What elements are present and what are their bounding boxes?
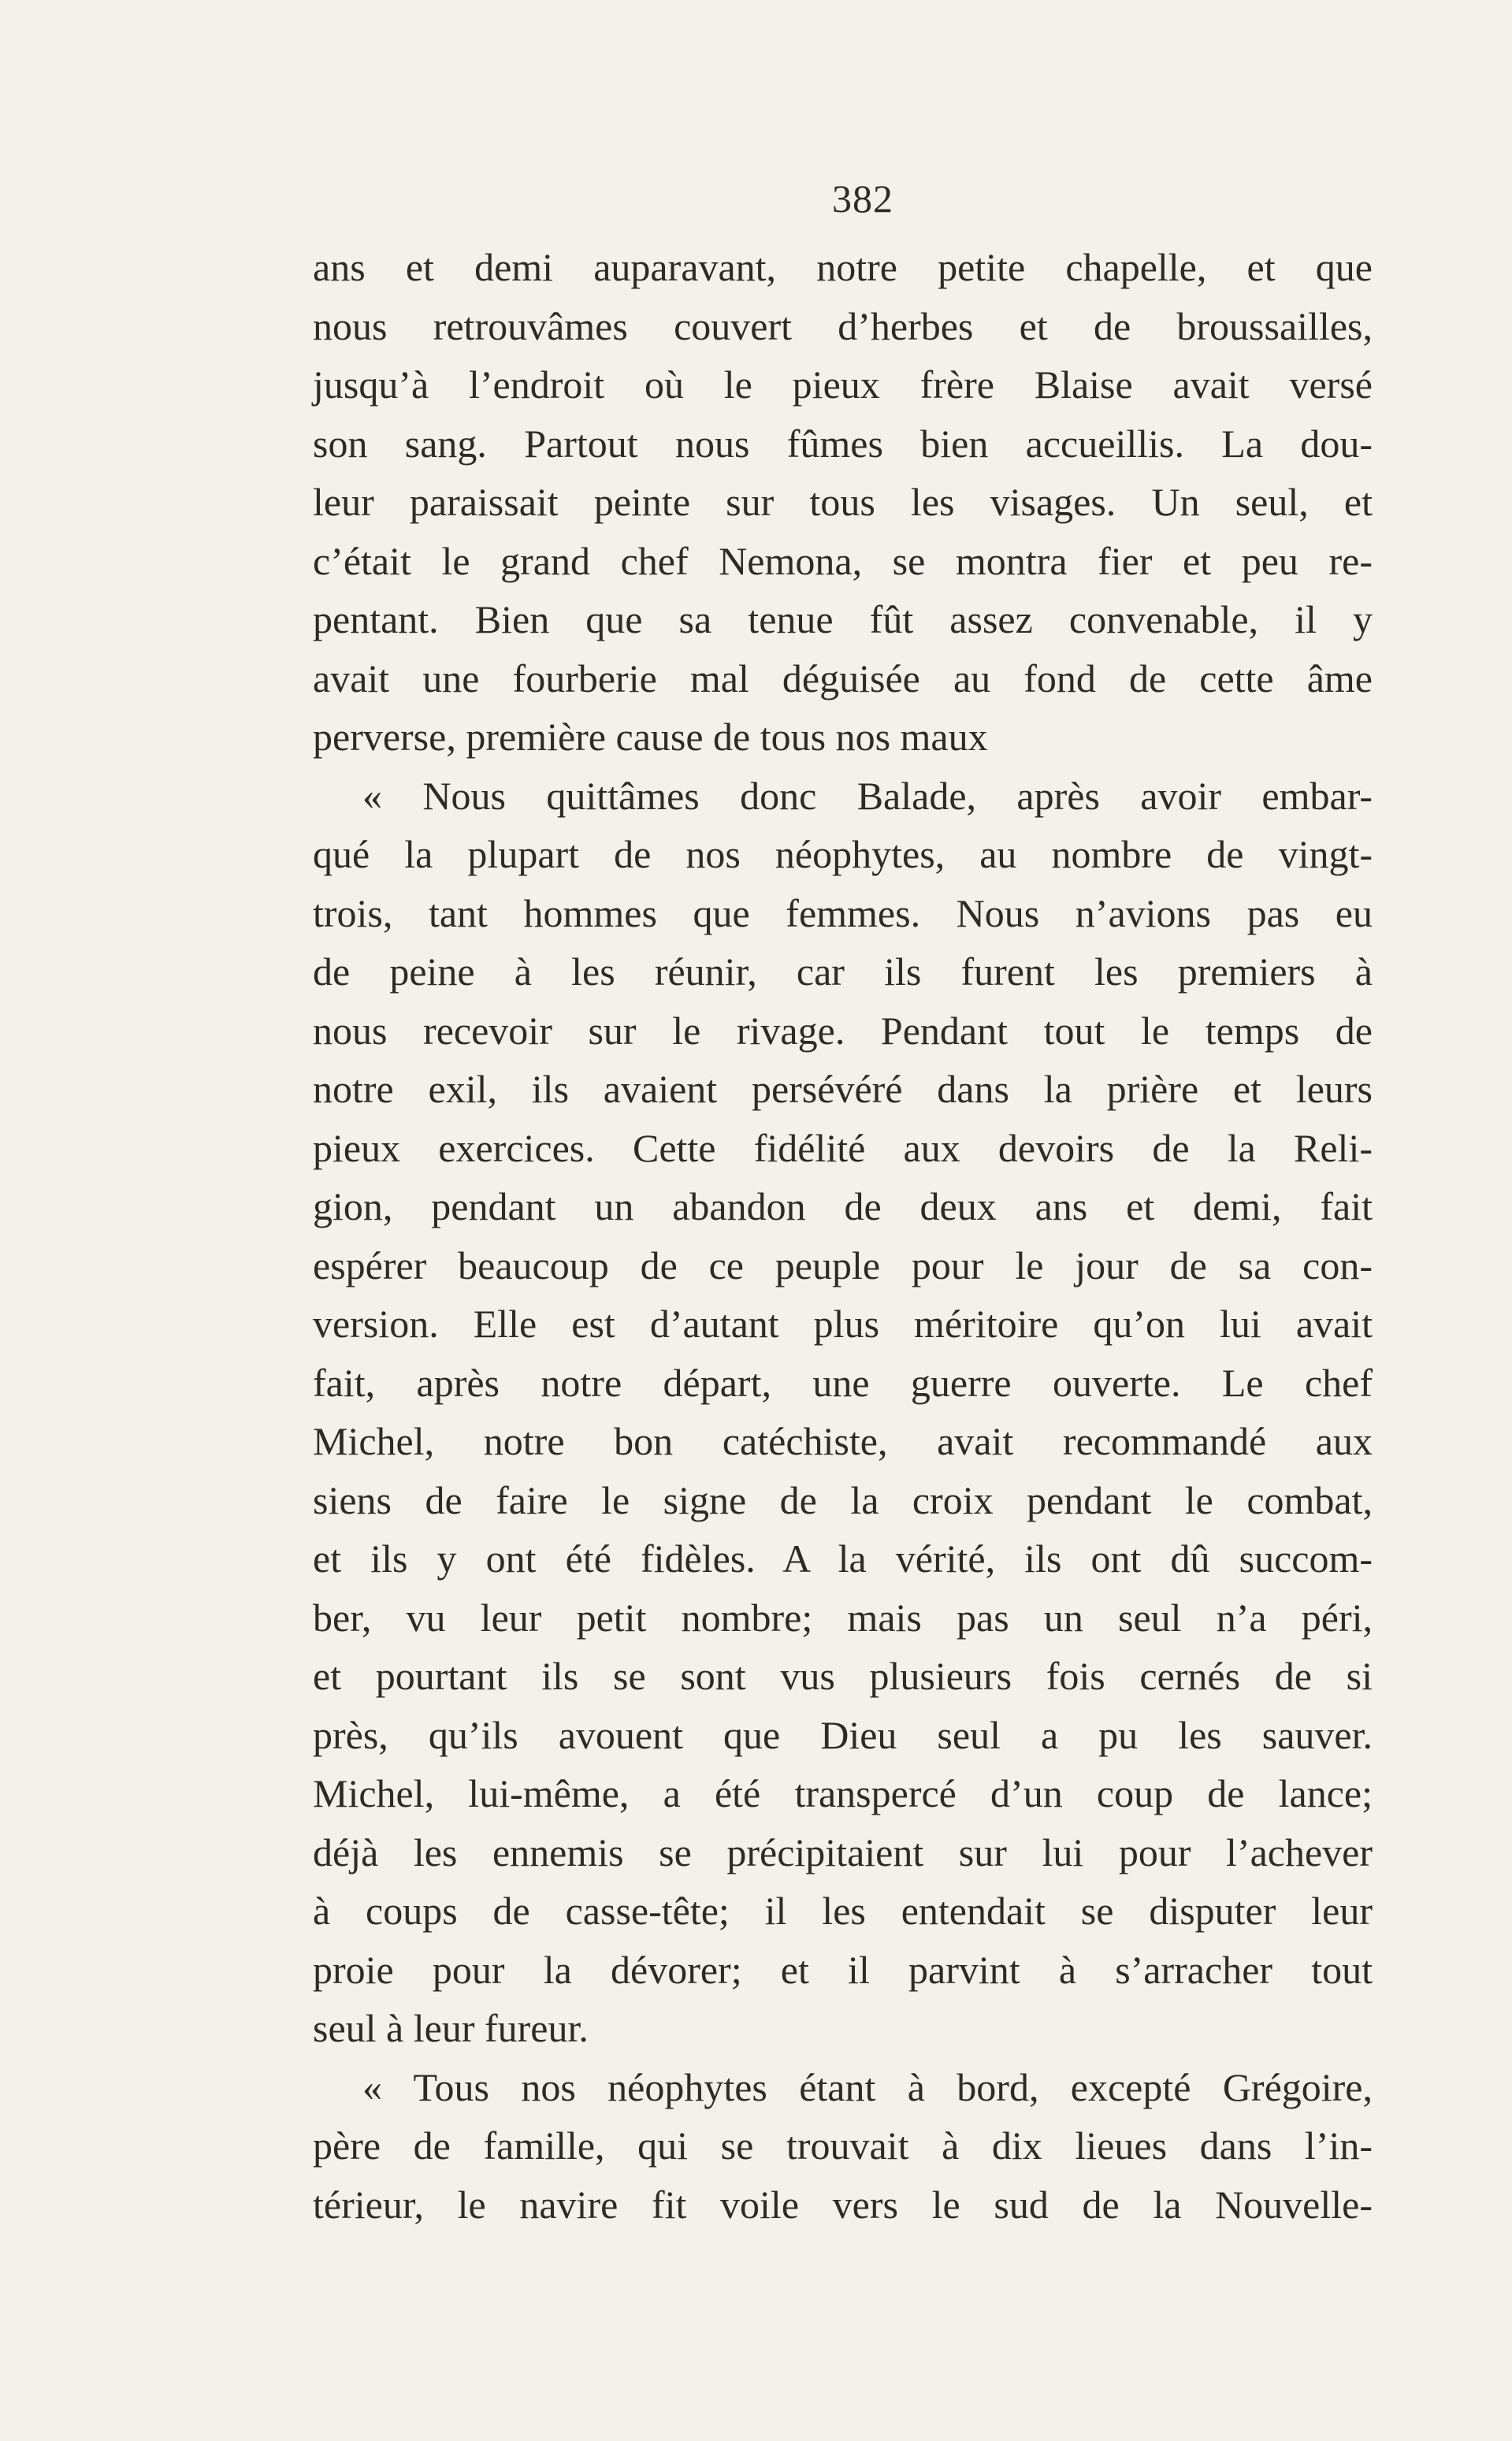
text-line: et ils y ont été fidèles. A la vérité, ils ont dû succom- xyxy=(313,1536,1373,1581)
text-line: gion, pendant un abandon de deux ans et demi, fait xyxy=(313,1184,1373,1228)
text-line: nous recevoir sur le rivage. Pendant tout le temps de xyxy=(313,1008,1373,1053)
text-line: proie pour la dévorer; et il parvint à s’arracher tout xyxy=(313,1947,1373,1992)
text-line: perverse, première cause de tous nos maux xyxy=(313,715,988,759)
text-line: et pourtant ils se sont vus plusieurs fois cernés de si xyxy=(313,1654,1373,1698)
text-line: près, qu’ils avouent que Dieu seul a pu les sauver. xyxy=(313,1712,1373,1757)
page-number: 382 xyxy=(832,176,893,221)
text-line: trois, tant hommes que femmes. Nous n’avions pas eu xyxy=(313,890,1373,935)
text-line: version. Elle est d’autant plus méritoire qu’on lui avait xyxy=(313,1302,1373,1346)
text-line: père de famille, qui se trouvait à dix lieues dans l’in- xyxy=(313,2123,1373,2168)
text-line: fait, après notre départ, une guerre ouverte. Le chef xyxy=(313,1360,1373,1405)
paragraph-start-line: « Nous quittâmes donc Balade, après avoir embar- xyxy=(362,773,1373,818)
text-line: notre exil, ils avaient persévéré dans la prière et leurs xyxy=(313,1067,1373,1111)
text-line: son sang. Partout nous fûmes bien accueillis. La dou- xyxy=(313,421,1373,466)
text-line: c’était le grand chef Nemona, se montra fier et peu re- xyxy=(313,538,1373,583)
text-line: déjà les ennemis se précipitaient sur lui pour l’achever xyxy=(313,1830,1373,1874)
text-line: à coups de casse-tête; il les entendait se disputer leur xyxy=(313,1889,1373,1933)
text-line: nous retrouvâmes couvert d’herbes et de broussailles, xyxy=(313,303,1373,348)
text-line: avait une fourberie mal déguisée au fond de cette âme xyxy=(313,656,1373,700)
text-line: Michel, notre bon catéchiste, avait recommandé aux xyxy=(313,1419,1373,1463)
text-line: pieux exercices. Cette fidélité aux devoirs de la Reli- xyxy=(313,1125,1373,1170)
text-line: siens de faire le signe de la croix pendant le combat, xyxy=(313,1477,1373,1522)
body-text xyxy=(313,238,1373,2234)
text-line: pentant. Bien que sa tenue fût assez convenable, il y xyxy=(313,597,1373,641)
text-line: espérer beaucoup de ce peuple pour le jour de sa con- xyxy=(313,1243,1373,1287)
text-line: ans et demi auparavant, notre petite chapelle, et que xyxy=(313,245,1373,289)
text-line: qué la plupart de nos néophytes, au nombre de vingt- xyxy=(313,832,1373,876)
text-line: de peine à les réunir, car ils furent les premiers à xyxy=(313,949,1373,994)
text-line: leur paraissait peinte sur tous les visages. Un seul, et xyxy=(313,480,1373,524)
text-line: Michel, lui-même, a été transpercé d’un coup de lance; xyxy=(313,1771,1373,1815)
text-line: ber, vu leur petit nombre; mais pas un seul n’a péri, xyxy=(313,1595,1373,1640)
text-line: jusqu’à l’endroit où le pieux frère Blaise avait versé xyxy=(313,362,1373,407)
paragraph-start-line: « Tous nos néophytes étant à bord, excepté Grégoire, xyxy=(362,2064,1373,2109)
text-line: térieur, le navire fit voile vers le sud de la Nouvelle- xyxy=(313,2182,1373,2227)
text-line: seul à leur fureur. xyxy=(313,2006,589,2050)
